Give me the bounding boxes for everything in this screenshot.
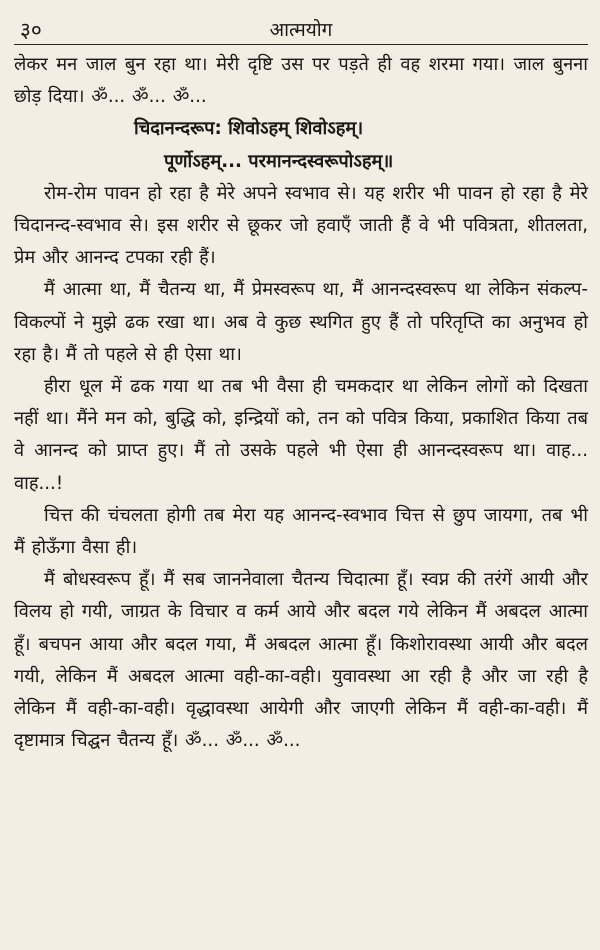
paragraph-2: रोम-रोम पावन हो रहा है मेरे अपने स्वभाव से। यह शरीर भी पावन हो रहा है मेरे चिदानन्द-स्वभाव से। इस शरीर से छूकर जो हवाएँ जाती हैं वे भी पवित्रता, शीतलता, प्रेम और आनन्द टपका रही हैं।: [14, 182, 588, 269]
paragraph-4: हीरा धूल में ढक गया था तब भी वैसा ही चमकदार था लेकिन लोगों को दिखता नहीं था। मैंने मन को, बुद्धि को, इन्द्रियों को, तन को पवित्र किया, प्रकाशित किया तब वे आनन्द को प्राप्त हुए। मैं तो उसके पहले भी ऐसा ही आनन्दस्वरूप था। वाह... वाह...!: [14, 376, 588, 494]
body-text: [14, 49, 588, 757]
running-title: आत्मयोग: [269, 19, 333, 41]
verse-line-2: पूर्णोऽहम्... परमानन्दस्वरूपोऽहम्॥: [164, 150, 394, 172]
page-header: [14, 14, 588, 45]
paragraph-3: मैं आत्मा था, मैं चैतन्य था, मैं प्रेमस्वरूप था, मैं आनन्दस्वरूप था लेकिन संकल्प-विकल्पों ने मुझे ढक रखा था। अब वे कुछ स्थगित हुए हैं तो परितृप्ति का अनुभव हो रहा है। मैं तो पहले से ही ऐसा था।: [14, 279, 588, 365]
paragraph-5: चित्त की चंचलता होगी तब मेरा यह आनन्द-स्वभाव चित्त से छुप जायगा, तब भी मैं होऊँगा वैसा ही।: [14, 504, 588, 559]
verse-line-1: चिदानन्दरूप: शिवोऽहम् शिवोऽहम्।: [134, 118, 364, 140]
paragraph-6: मैं बोधस्वरूप हूँ। मैं सब जाननेवाला चैतन्य चिदात्मा हूँ। स्वप्न की तरंगें आयी और विलय हो गयी, जाग्रत के विचार व कर्म आये और बदल गये लेकिन मैं अबदल आत्मा हूँ। बचपन आया और बदल गया, मैं अबदल आत्मा हूँ। किशोरावस्था आयी और बदल गयी, लेकिन मैं अबदल आत्मा वही-का-वही। युवावस्था आ रही है और जा रही है लेकिन मैं वही-का-वही। वृद्धावस्था आयेगी और जाएगी लेकिन मैं वही-का-वही। मैं दृष्टामात्र चिद्घन चैतन्य हूँ। ॐ... ॐ... ॐ...: [14, 569, 588, 752]
page-number: ३०: [20, 18, 42, 42]
paragraph-1: लेकर मन जाल बुन रहा था। मेरी दृष्टि उस पर पड़ते ही वह शरमा गया। जाल बुनना छोड़ दिया। ॐ... ॐ... ॐ...: [14, 54, 588, 108]
